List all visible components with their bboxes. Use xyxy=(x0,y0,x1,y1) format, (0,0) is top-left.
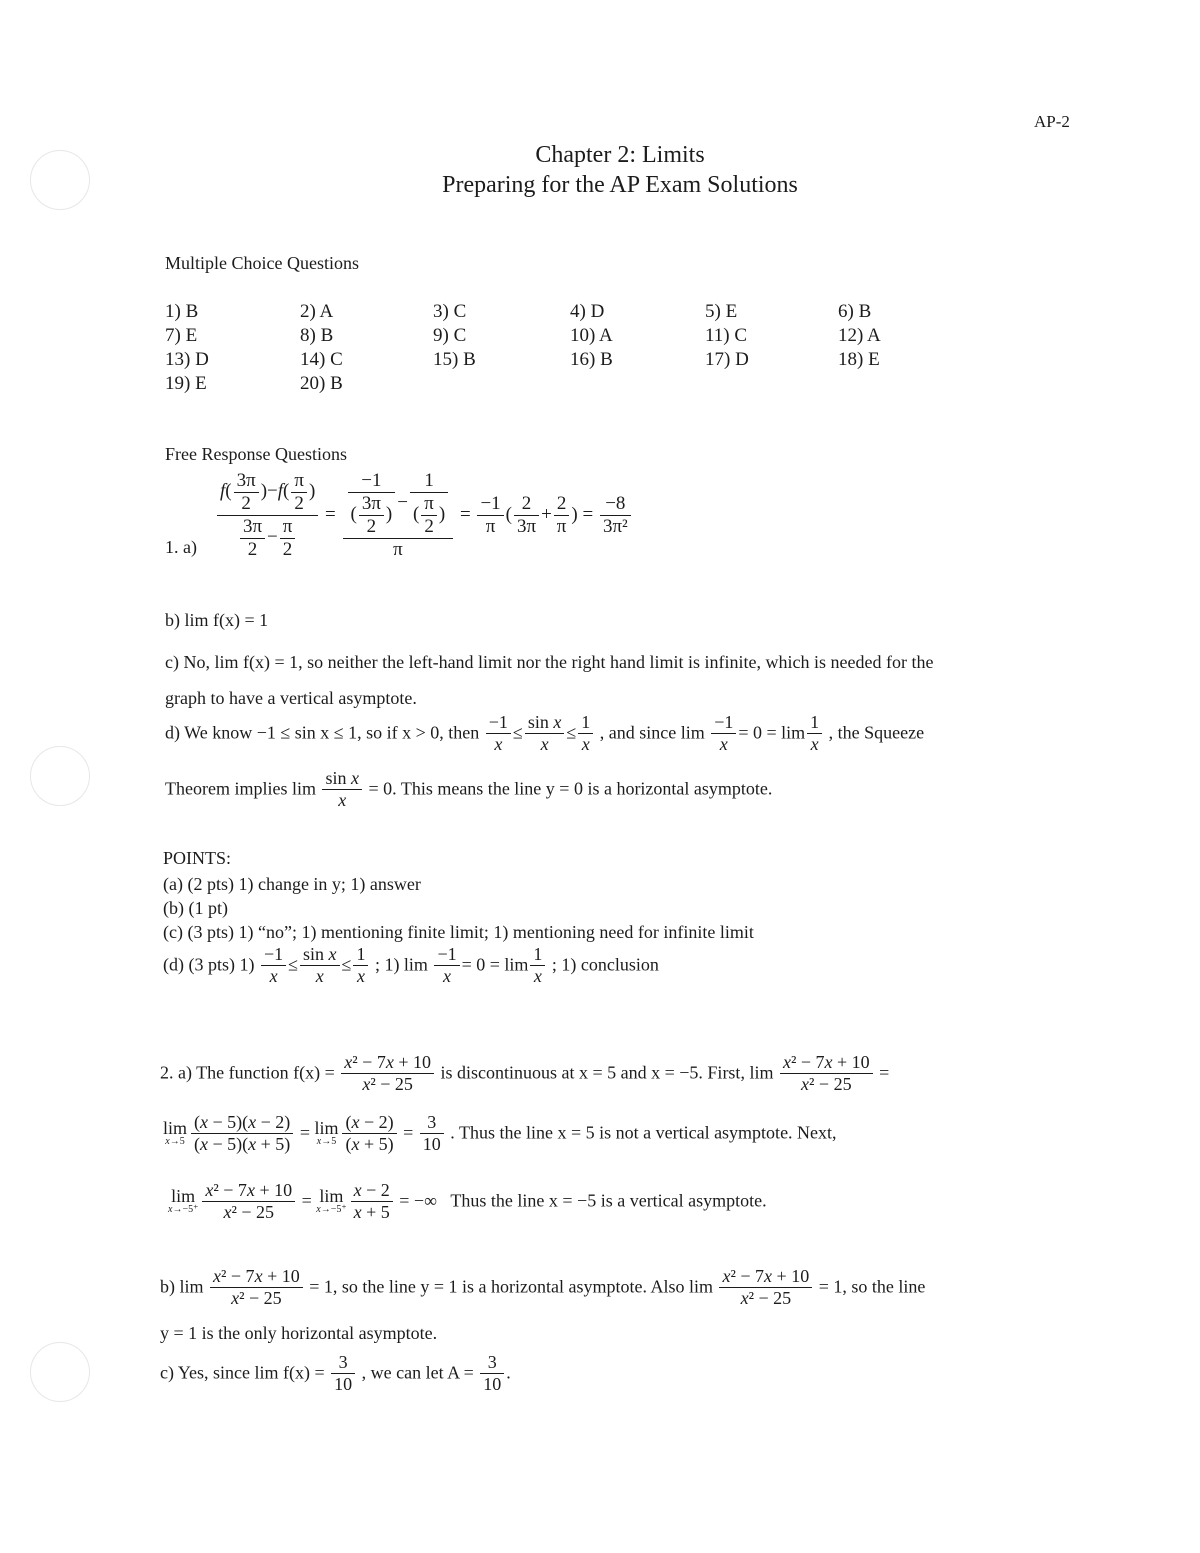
binder-hole-middle xyxy=(30,746,90,806)
q2a-line2: lim x→5 $\frac{(x - 5)(x - 2)}{(x - 5)(x + 5)}$ = lim x→5 $\frac{(x - 2)}{(x + 5)}$ = $\frac{3}{10}$ . Thus the line x = 5 is not a vertical asymptote. Next, xyxy=(163,1112,837,1154)
mcq-answer: 3) C xyxy=(433,301,467,322)
q1c-line1: c) No, lim f(x) = 1, so neither the left-hand limit nor the right hand limit is infinite, which is needed for the xyxy=(165,652,934,672)
mcq-answer: 14) C xyxy=(300,349,343,370)
points-heading: POINTS: xyxy=(163,848,232,868)
q1a-equation: f( $\frac{3\pi}{2}$ )−f( $\frac{\pi}{2}$ ) $\frac{3\pi}{2}$ − $\frac{\pi}{2}$ = −1 ( $\frac{3\pi}{2}$ ) − 1 ( $\frac{\pi}{2}$ ) π = $\frac{-1}{\pi}$ ( $\frac{2}{3\pi}$ + $\frac{2}{\pi}$ ) = $\frac{-8}{\text{3π²}}$ xyxy=(215,470,633,560)
mcq-answer: 19) E xyxy=(165,373,207,394)
mcq-column-2 xyxy=(300,300,343,396)
mcq-answer: 4) D xyxy=(570,301,605,322)
mcq-column-3 xyxy=(433,300,476,372)
q1a-label: 1. a) xyxy=(165,537,197,557)
mcq-answer: 13) D xyxy=(165,349,209,370)
mcq-heading: Multiple Choice Questions xyxy=(165,253,359,273)
q2b-line1: b) lim $\frac{\text{x² − 7x + 10}}{\text{x² − 25}}$ = 1, so the line y = 1 is a horizontal asymptote. Also lim $\frac{\text{x² − 7x + 10}}{\text{x² − 25}}$ = 1, so the line xyxy=(160,1266,926,1308)
q1a-result: $\frac{-8}{\text{3π²}}$ xyxy=(600,493,631,538)
mcq-answer: 15) B xyxy=(433,349,476,370)
q1a-difference-quotient: f( $\frac{3\pi}{2}$ )−f( $\frac{\pi}{2}$ ) $\frac{3\pi}{2}$ − $\frac{\pi}{2}$ xyxy=(217,470,318,560)
mcq-answer: 16) B xyxy=(570,349,613,370)
mcq-answer: 18) E xyxy=(838,349,880,370)
q2a-line1: 2. a) The function f(x) = $\frac{\text{x² − 7x + 10}}{\text{x² − 25}}$ is discontinuous at x = 5 and x = −5. First, lim $\frac{\text{x² − 7x + 10}}{\text{x² − 25}}$ = xyxy=(160,1052,890,1094)
mcq-answer: 6) B xyxy=(838,301,872,322)
q2b-line2: y = 1 is the only horizontal asymptote. xyxy=(160,1323,438,1343)
binder-hole-bottom xyxy=(30,1342,90,1402)
mcq-answer: 12) A xyxy=(838,325,881,346)
mcq-answer: 5) E xyxy=(705,301,738,322)
q1d-line2: Theorem implies lim $\frac{\text{sin x}}{x}$ = 0. This means the line y = 0 is a horizontal asymptote. xyxy=(165,768,773,810)
chapter-title: Chapter 2: Limits xyxy=(535,142,705,168)
mcq-answer: 17) D xyxy=(705,349,749,370)
q2c-line: c) Yes, since lim f(x) = $\frac{3}{10}$ , we can let A = $\frac{3}{10}$ . xyxy=(160,1352,511,1394)
mcq-answer: 20) B xyxy=(300,373,343,394)
q1d-line: d) We know −1 ≤ sin x ≤ 1, so if x > 0, then $\frac{-1}{x}$ ≤ $\frac{\text{sin x}}{x}$ ≤ $\frac{1}{x}$ , and since lim $\frac{-1}{x}$ = 0 = lim $\frac{1}{x}$ , the Squeeze xyxy=(165,712,925,754)
mcq-column-1 xyxy=(165,300,209,396)
points-c: (c) (3 pts) 1) “no”; 1) mentioning finite limit; 1) mentioning need for infinite limit xyxy=(163,922,754,942)
mcq-column-4 xyxy=(570,300,613,372)
mcq-column-6 xyxy=(838,300,881,372)
mcq-answer: 9) C xyxy=(433,325,467,346)
points-d: (d) (3 pts) 1) $\frac{-1}{x}$ ≤ $\frac{\text{sin x}}{x}$ ≤ $\frac{1}{x}$ ; 1) lim $\frac{-1}{x}$ = 0 = lim $\frac{1}{x}$ ; 1) conclusion xyxy=(163,944,659,986)
points-a: (a) (2 pts) 1) change in y; 1) answer xyxy=(163,874,421,894)
mcq-answer: 11) C xyxy=(705,325,748,346)
mcq-answer: 2) A xyxy=(300,301,334,322)
page-subtitle: Preparing for the AP Exam Solutions xyxy=(442,172,798,198)
points-b: (b) (1 pt) xyxy=(163,898,228,918)
page-label: AP-2 xyxy=(1034,112,1070,131)
mcq-answer: 7) E xyxy=(165,325,198,346)
mcq-answer: 10) A xyxy=(570,325,613,346)
mcq-answer: 8) B xyxy=(300,325,334,346)
mcq-answer: 1) B xyxy=(165,301,199,322)
q1c-line2: graph to have a vertical asymptote. xyxy=(165,688,417,708)
mcq-column-5 xyxy=(705,300,749,372)
q1b-line: b) lim f(x) = 1 xyxy=(165,610,269,630)
frq-heading: Free Response Questions xyxy=(165,444,347,464)
q1a-substitution: −1 ( $\frac{3\pi}{2}$ ) − 1 ( $\frac{\pi}{2}$ ) π xyxy=(343,470,454,560)
q2a-line3: lim x→−5⁺ $\frac{\text{x² − 7x + 10}}{\text{x² − 25}}$ = lim x→−5⁺ $\frac{x - 2}{x + 5}$ = −∞ Thus the line x = −5 is a vertical asymptote. xyxy=(168,1180,767,1222)
